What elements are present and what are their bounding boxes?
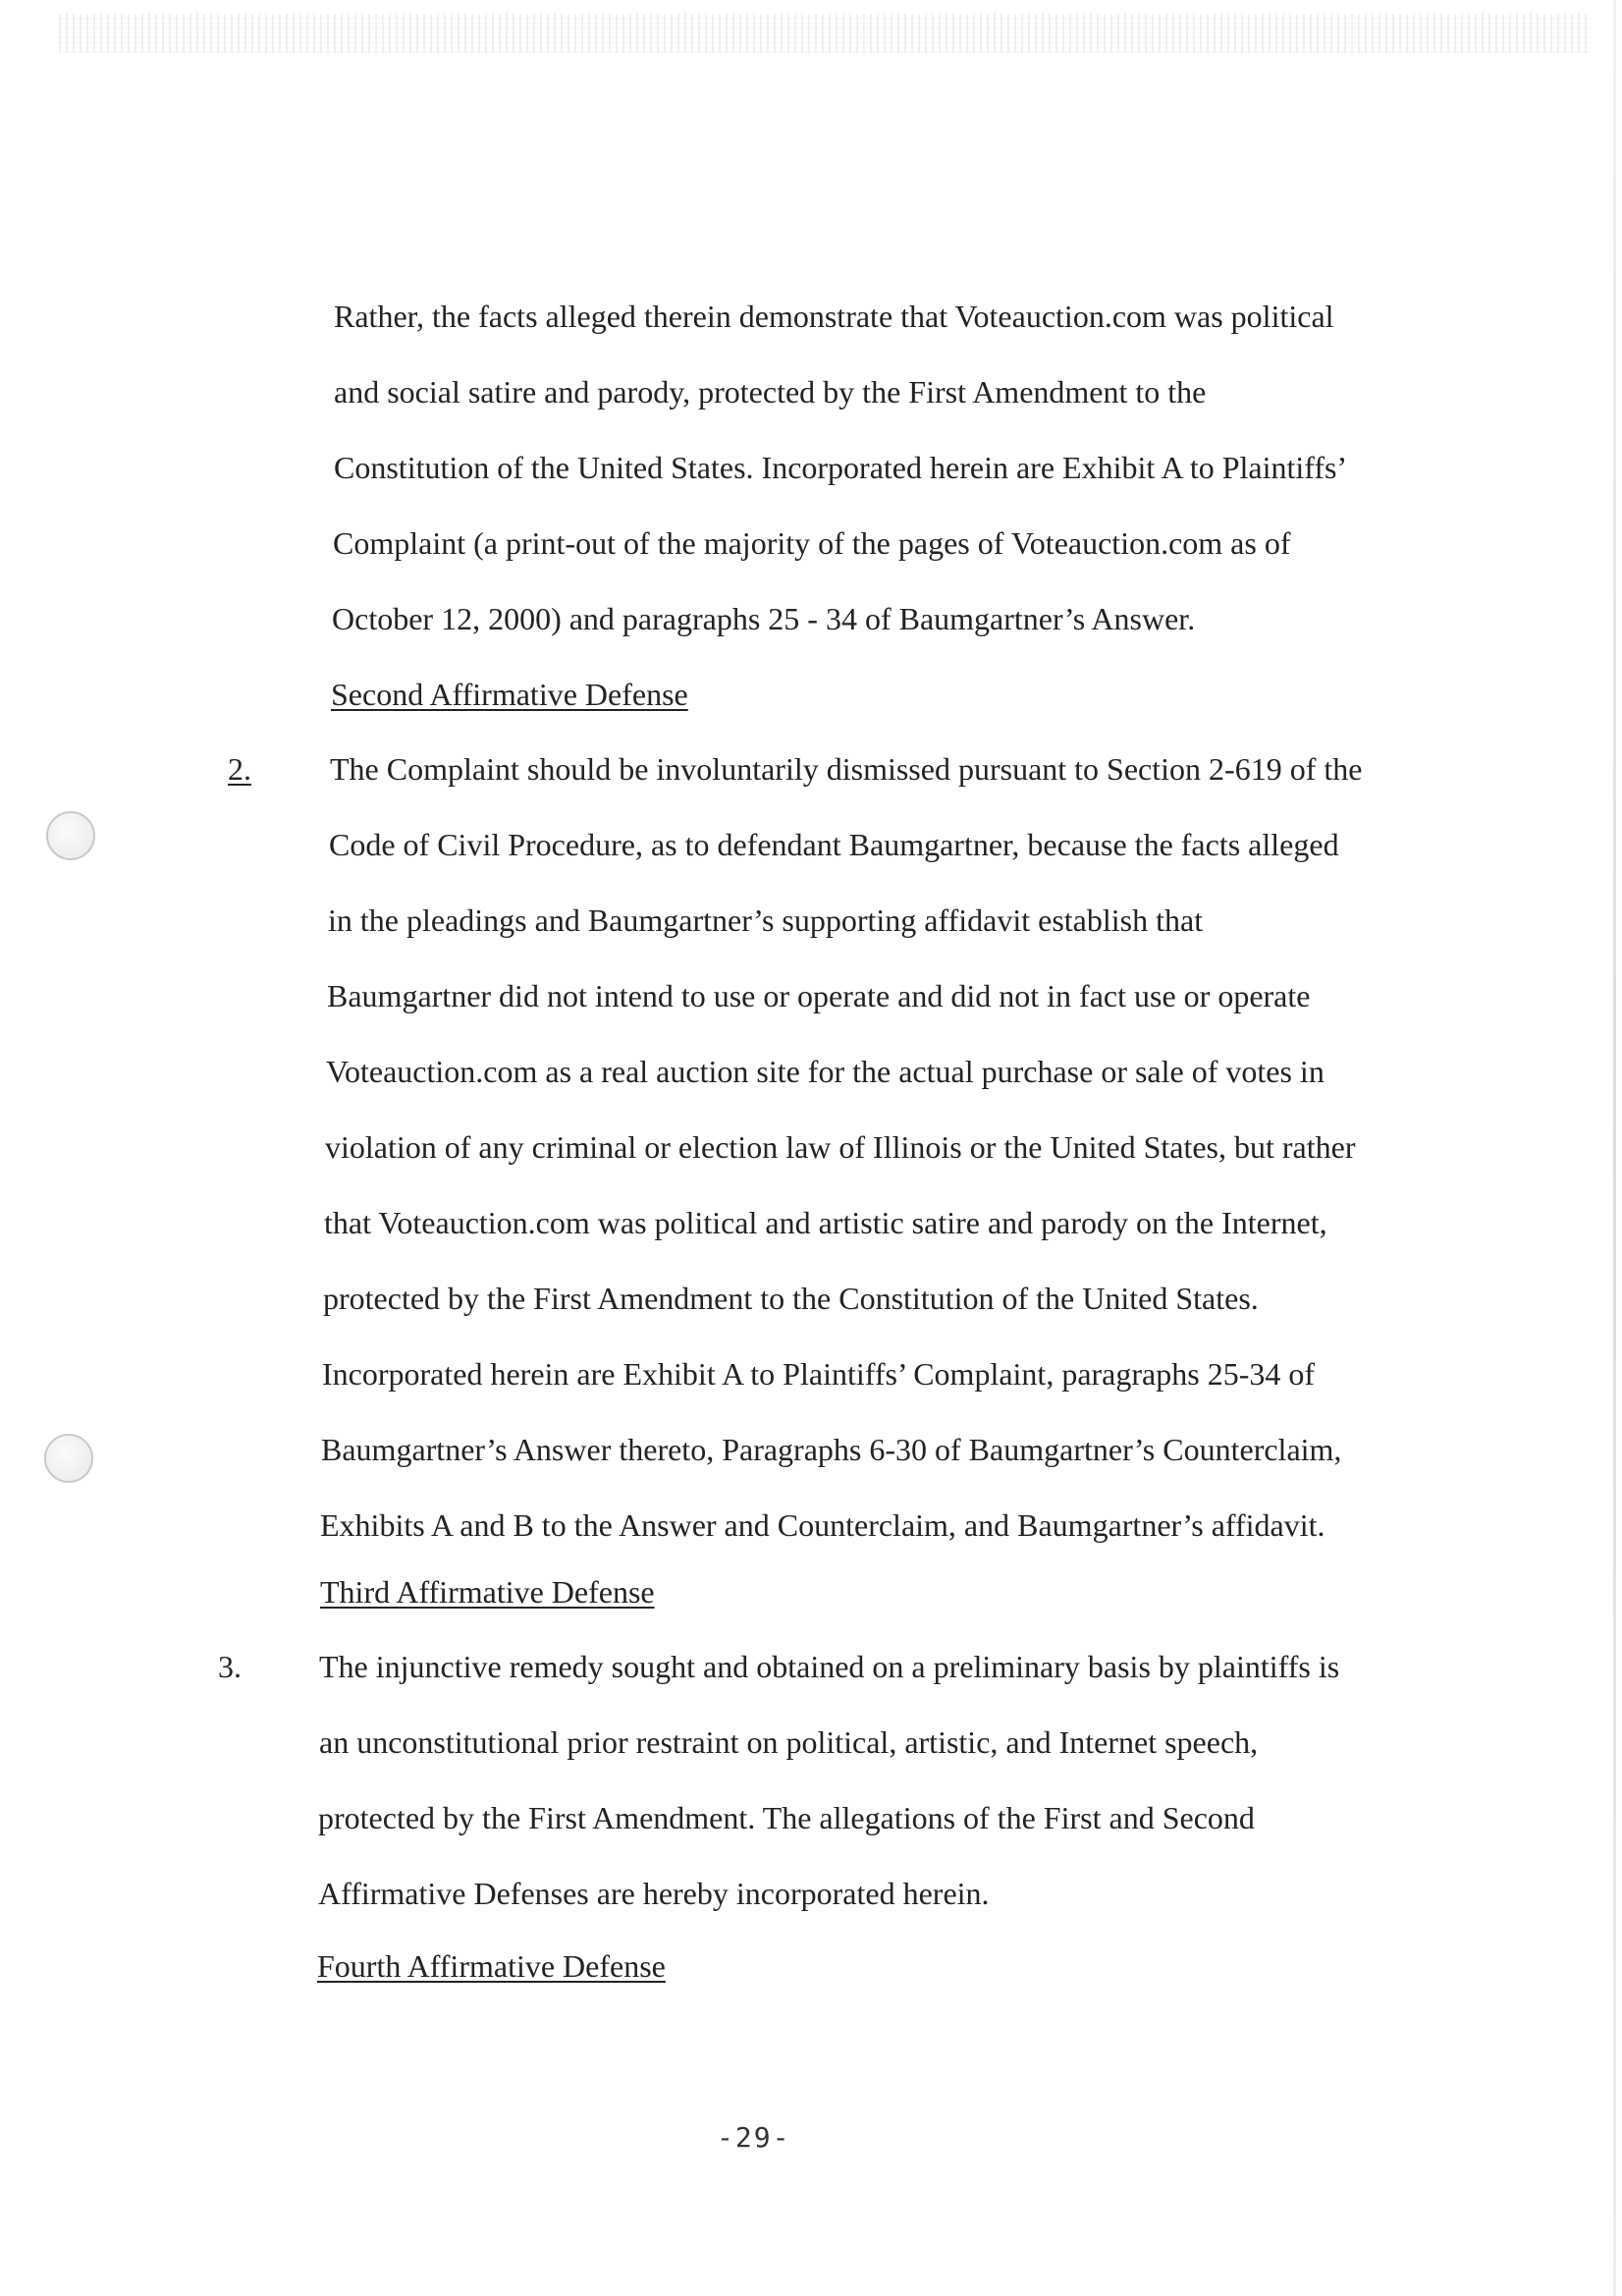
- paragraph-line: Baumgartner did not intend to use or operate and did not in fact use or operate: [327, 978, 1311, 1013]
- paragraph-number: 2.: [228, 751, 251, 787]
- paragraph-line: and social satire and parody, protected by the First Amendment to the: [334, 374, 1207, 410]
- page-number: -29-: [717, 2121, 791, 2154]
- paragraph-line: protected by the First Amendment to the Constitution of the United States.: [323, 1281, 1259, 1316]
- paragraph-line: October 12, 2000) and paragraphs 25 - 34 of Baumgartner’s Answer.: [332, 601, 1196, 636]
- paragraph-line: violation of any criminal or election law of Illinois or the United States, but rather: [325, 1129, 1356, 1165]
- section-heading: Third Affirmative Defense: [320, 1574, 655, 1610]
- paragraph-line: Rather, the facts alleged therein demonstrate that Voteauction.com was political: [334, 299, 1334, 334]
- paragraph-line: Incorporated herein are Exhibit A to Plaintiffs’ Complaint, paragraphs 25-34 of: [322, 1356, 1315, 1392]
- scan-artifact-header: [59, 14, 1591, 53]
- paragraph-line: Baumgartner’s Answer thereto, Paragraphs 6-30 of Baumgartner’s Counterclaim,: [321, 1432, 1342, 1467]
- paragraph-line: Code of Civil Procedure, as to defendant Baumgartner, because the facts alleged: [329, 827, 1339, 862]
- paragraph-line: Affirmative Defenses are hereby incorporated herein.: [318, 1876, 990, 1911]
- paragraph-line: The Complaint should be involuntarily dismissed pursuant to Section 2-619 of the: [330, 751, 1363, 787]
- paragraph-line: The injunctive remedy sought and obtained on a preliminary basis by plaintiffs is: [319, 1649, 1340, 1684]
- paragraph-line: protected by the First Amendment. The allegations of the First and Second: [318, 1800, 1255, 1835]
- paragraph-line: Complaint (a print-out of the majority of the pages of Voteauction.com as of: [333, 525, 1291, 561]
- punch-hole-lower: [44, 1434, 93, 1483]
- paragraph-number: 3.: [218, 1649, 242, 1684]
- paragraph-line: Exhibits A and B to the Answer and Counterclaim, and Baumgartner’s affidavit.: [320, 1507, 1325, 1543]
- paragraph-line: Voteauction.com as a real auction site for the actual purchase or sale of votes in: [326, 1054, 1325, 1089]
- paragraph-line: that Voteauction.com was political and artistic satire and parody on the Internet,: [324, 1205, 1327, 1240]
- punch-hole-upper: [46, 811, 95, 860]
- paragraph-line: Constitution of the United States. Incorporated herein are Exhibit A to Plaintiffs’: [334, 450, 1348, 485]
- section-heading: Second Affirmative Defense: [331, 677, 688, 712]
- paragraph-line: an unconstitutional prior restraint on political, artistic, and Internet speech,: [319, 1724, 1259, 1760]
- section-heading: Fourth Affirmative Defense: [317, 1948, 666, 1984]
- paragraph-line: in the pleadings and Baumgartner’s supporting affidavit establish that: [328, 902, 1204, 938]
- page-edge-shadow: [1613, 0, 1616, 2296]
